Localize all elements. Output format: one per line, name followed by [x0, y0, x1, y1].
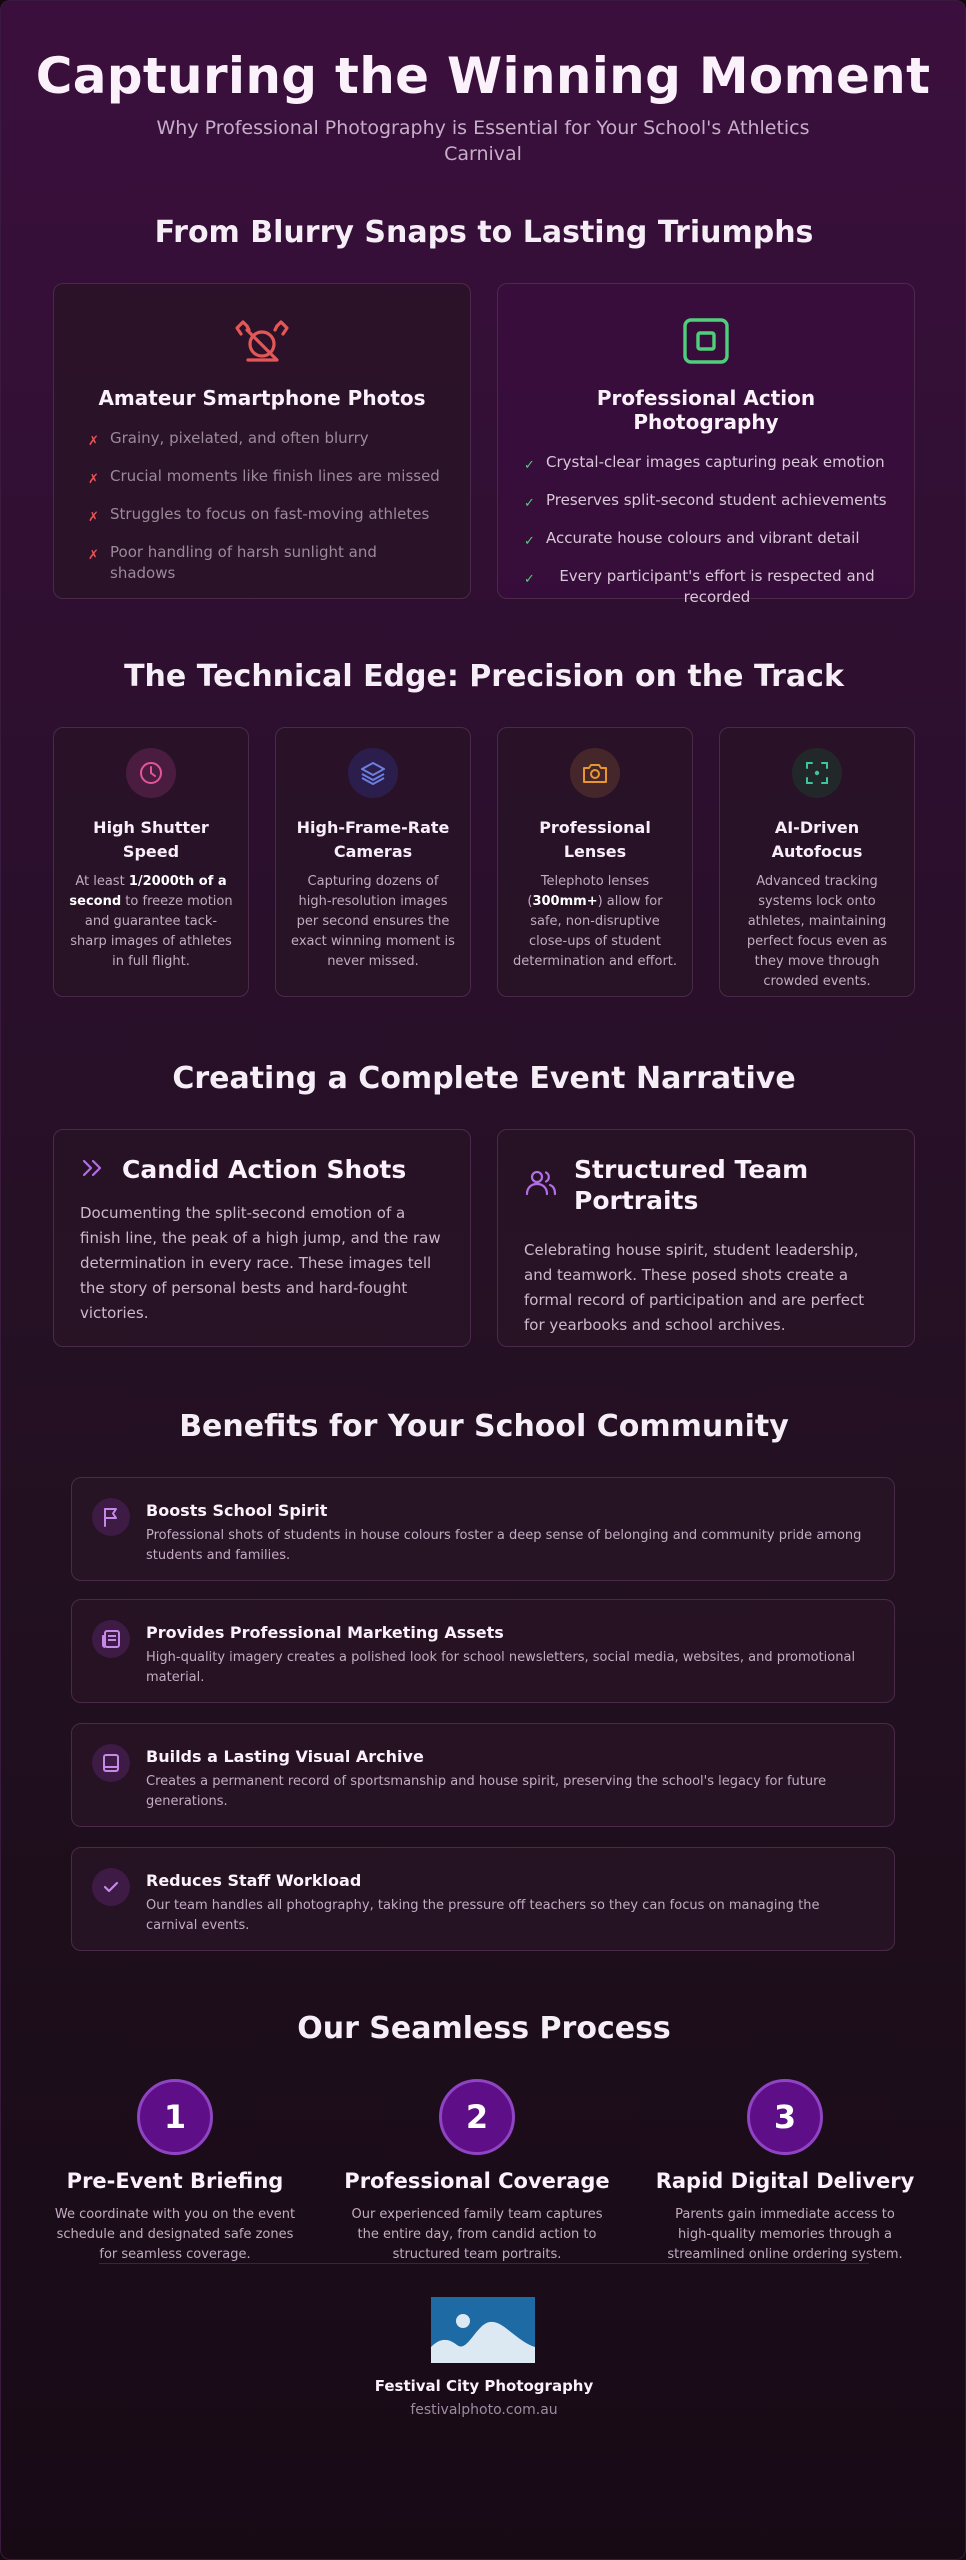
check-mark-icon: ✓: [524, 534, 535, 549]
page-subtitle: Why Professional Photography is Essential for Your School's Athletics Carnival: [156, 117, 810, 165]
benefit-text: Creates a permanent record of sportsmanship and house spirit, preserving the school's legacy for future generations.: [146, 1774, 827, 1809]
comparison-section-title: From Blurry Snaps to Lasting Triumphs: [154, 215, 814, 250]
narrative-card-candid: [53, 1129, 471, 1347]
footer-company-name: Festival City Photography: [374, 2377, 594, 2395]
benefit-title: Reduces Staff Workload: [146, 1871, 362, 1890]
narrative-card-text: Documenting the split-second emotion of a finish line, the peak of a high jump, and the raw determination in every race. These images tell the story of personal bests and hard-fought victories.: [80, 1204, 441, 1322]
list-item: ✓ Preserves split-second student achievements: [524, 490, 888, 514]
page-title: Capturing the Winning Moment: [35, 47, 931, 105]
tech-card-title: Professional Lenses: [539, 818, 651, 861]
narrative-card-portraits: [497, 1129, 915, 1347]
cross-icon: ✗: [88, 548, 99, 563]
professional-card-title: Professional Action Photography: [596, 386, 816, 434]
benefit-text: Professional shots of students in house colours foster a deep sense of belonging and community pride among students and families.: [146, 1528, 862, 1563]
benefit-item-archive: [71, 1723, 895, 1827]
check-mark-icon: ✓: [524, 458, 535, 473]
amateur-list: [84, 428, 440, 584]
step-text: Parents gain immediate access to high-quality memories through a streamlined online ordering system.: [667, 2207, 903, 2262]
narrative-card-text: Celebrating house spirit, student leadership, and teamwork. These posed shots create a formal record of participation and are perfect for yearbooks and school archives.: [524, 1241, 865, 1334]
step-text: We coordinate with you on the event schedule and designated safe zones for seamless coverage.: [54, 2207, 296, 2262]
professional-list: [524, 452, 888, 608]
tech-card-shutter: [53, 727, 249, 997]
tech-card-title: High-Frame-Rate Cameras: [296, 818, 450, 861]
focus-frame-icon: [524, 316, 888, 370]
step-number: 3: [747, 2079, 823, 2155]
amateur-card: [53, 283, 471, 599]
process-step-3: [635, 2079, 935, 2265]
benefit-title: Provides Professional Marketing Assets: [146, 1623, 504, 1642]
tech-card-text: Telephoto lenses (300mm+) allow for safe, non-disruptive close-ups of student determination and effort.: [512, 874, 678, 969]
benefit-item-marketing: [71, 1599, 895, 1703]
tech-card-text: Advanced tracking systems lock onto athletes, maintaining perfect focus even as they move through crowded events.: [746, 874, 888, 989]
technical-section-title: The Technical Edge: Precision on the Track: [124, 659, 844, 694]
clock-icon: [126, 748, 176, 798]
list-item: ✓ Crystal-clear images capturing peak emotion: [524, 452, 888, 476]
benefits-section-title: Benefits for Your School Community: [179, 1409, 789, 1444]
list-item: ✓ Every participant's effort is respected and recorded: [524, 567, 875, 606]
double-chevron-icon: [80, 1156, 106, 1184]
benefit-title: Builds a Lasting Visual Archive: [146, 1747, 424, 1766]
list-item: ✗ Crucial moments like finish lines are missed: [88, 466, 440, 490]
list-item: ✗ Poor handling of harsh sunlight and shadows: [88, 543, 377, 582]
users-icon: [524, 1168, 558, 1202]
tech-card-autofocus: [719, 727, 915, 997]
step-number: 2: [439, 2079, 515, 2155]
tech-card-text: Capturing dozens of high-resolution images per second ensures the exact winning moment is never missed.: [291, 874, 455, 969]
benefit-text: High-quality imagery creates a polished look for school newsletters, social media, websites, and promotional material.: [146, 1650, 856, 1685]
step-text: Our experienced family team captures the entire day, from candid action to structured team portraits.: [351, 2207, 603, 2262]
newspaper-icon: [92, 1620, 130, 1658]
benefit-title: Boosts School Spirit: [146, 1501, 328, 1520]
cross-icon: ✗: [88, 434, 99, 449]
cross-icon: ✗: [88, 510, 99, 525]
narrative-card-title: Structured Team Portraits: [574, 1155, 809, 1215]
landscape-image-icon: [431, 2297, 535, 2363]
benefit-text: Our team handles all photography, taking the pressure off teachers so they can focus on managing the carnival events.: [146, 1898, 820, 1933]
cross-icon: ✗: [88, 472, 99, 487]
tech-card-title: High Shutter Speed: [93, 818, 209, 861]
narrative-section-title: Creating a Complete Event Narrative: [172, 1061, 796, 1096]
process-step-1: [25, 2079, 325, 2265]
narrative-card-title: Candid Action Shots: [122, 1155, 407, 1184]
step-title: Rapid Digital Delivery: [655, 2169, 915, 2193]
no-camera-icon: [84, 316, 440, 370]
layers-icon: [348, 748, 398, 798]
process-section-title: Our Seamless Process: [297, 2011, 671, 2046]
step-title: Pre-Event Briefing: [66, 2169, 284, 2193]
benefit-item-spirit: [71, 1477, 895, 1581]
footer-website-link[interactable]: festivalphoto.com.au: [410, 2402, 558, 2418]
tech-card-text: At least 1/2000th of a second to freeze motion and guarantee tack-sharp images of athletes in full flight.: [69, 874, 233, 969]
flag-icon: [92, 1498, 130, 1536]
footer-divider: [99, 2263, 869, 2264]
amateur-card-title: Amateur Smartphone Photos: [98, 386, 426, 410]
tech-card-title: AI-Driven Autofocus: [771, 818, 863, 861]
process-step-2: [327, 2079, 627, 2265]
camera-icon: [570, 748, 620, 798]
check-mark-icon: ✓: [524, 496, 535, 511]
tech-card-frame-rate: [275, 727, 471, 997]
list-item: ✓ Accurate house colours and vibrant detail: [524, 528, 888, 552]
benefit-item-workload: [71, 1847, 895, 1951]
professional-card: [497, 283, 915, 606]
narrative-card-header: [80, 1154, 444, 1185]
list-item: ✗ Grainy, pixelated, and often blurry: [88, 428, 440, 452]
check-mark-icon: ✓: [524, 572, 535, 587]
step-number: 1: [137, 2079, 213, 2155]
narrative-card-header: [524, 1154, 888, 1216]
book-icon: [92, 1744, 130, 1782]
step-title: Professional Coverage: [344, 2169, 610, 2193]
check-icon: [92, 1868, 130, 1906]
list-item: ✗ Struggles to focus on fast-moving athletes: [88, 504, 440, 528]
tech-card-lenses: [497, 727, 693, 997]
autofocus-icon: [792, 748, 842, 798]
